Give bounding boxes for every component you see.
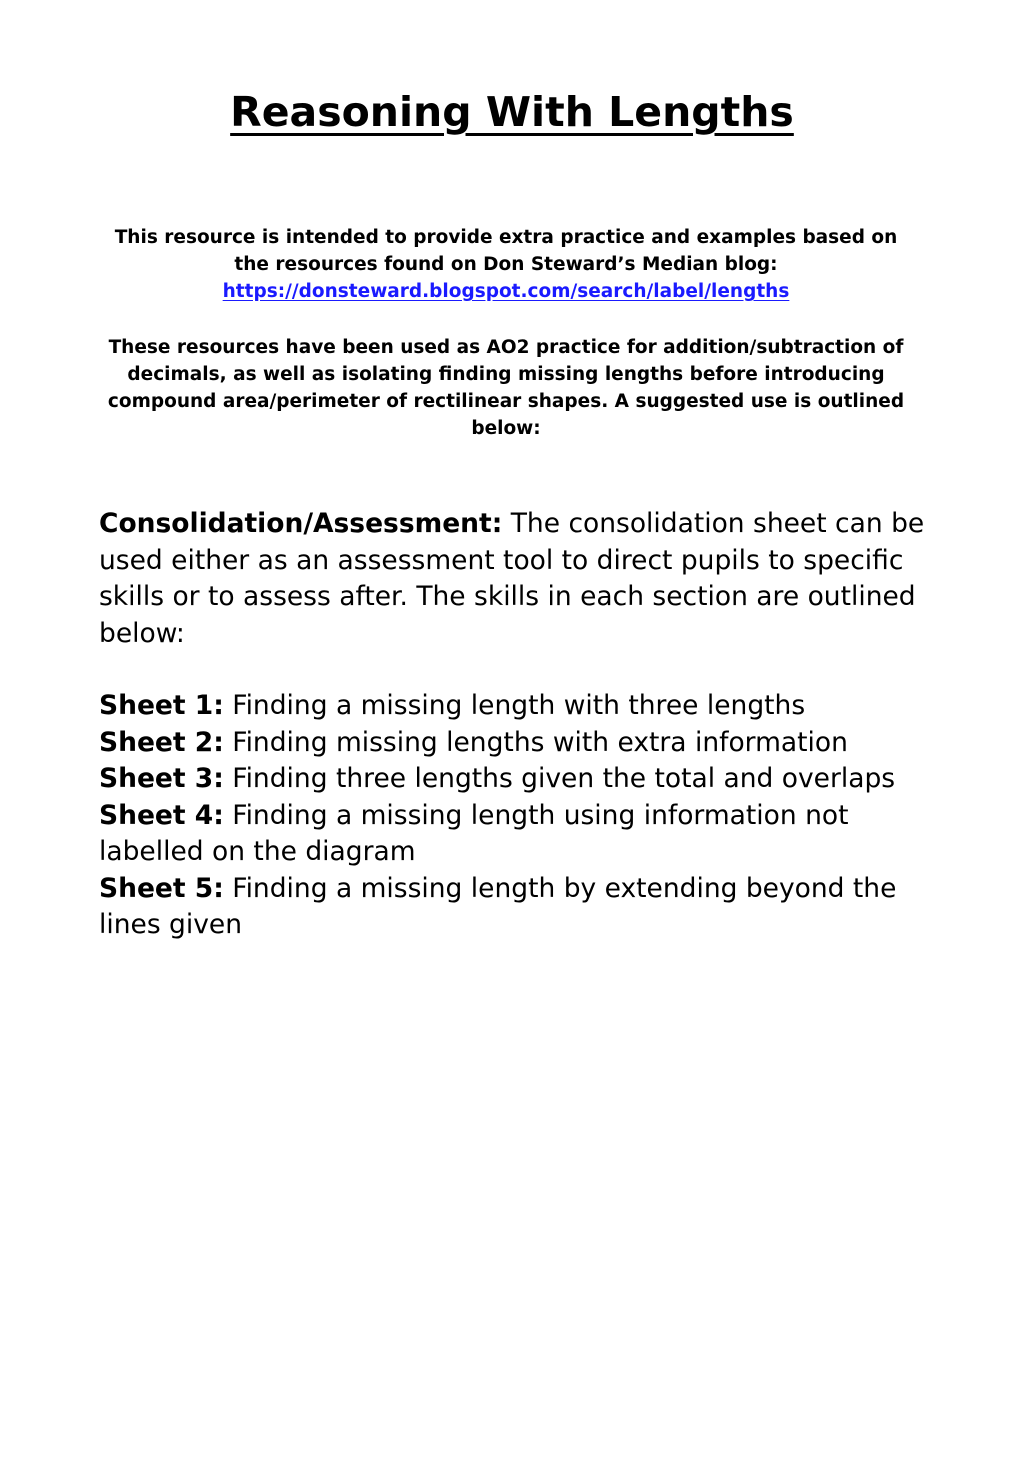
sheet-list — [99, 688, 929, 944]
consolidation-paragraph — [99, 506, 929, 652]
sheet-item-3 — [99, 761, 929, 798]
sheet-item-1 — [99, 688, 929, 725]
sheet-description: Finding a missing length using information not labelled on the diagram — [99, 799, 849, 867]
sheet-item-4 — [99, 798, 929, 871]
consolidation-label: Consolidation/Assessment: — [99, 508, 503, 539]
intro-text: This resource is intended to provide extra practice and examples based on the resources found on Don Steward’s Median blog: — [114, 227, 898, 275]
sheet-item-2 — [99, 725, 929, 762]
sheet-label: Sheet 4: — [99, 799, 224, 831]
sheet-description: Finding three lengths given the total and overlaps — [223, 763, 896, 794]
sheet-description: Finding missing lengths with extra information — [223, 726, 848, 758]
usage-paragraph: These resources have been used as AO2 practice for addition/subtraction of decimals, as well as isolating finding missing lengths before introducing compound area/perimeter of rectilinear shapes. A suggested use is outlined below: — [107, 337, 905, 439]
sheet-description: Finding a missing length with three lengths — [223, 690, 806, 721]
consolidation-text: The consolidation sheet can be used either as an assessment tool to direct pupils to specific skills or to assess after. The skills in each section are outlined below: — [99, 508, 925, 649]
sheet-label: Sheet 1: — [99, 690, 224, 721]
sheet-item-5 — [99, 871, 929, 944]
sheet-label: Sheet 2: — [99, 726, 224, 758]
sheet-label: Sheet 3: — [99, 763, 224, 794]
intro-paragraph — [100, 224, 912, 305]
sheet-description: Finding a missing length by extending beyond the lines given — [99, 872, 897, 940]
page-title: Reasoning With Lengths — [230, 88, 794, 136]
blog-link[interactable]: https://donsteward.blogspot.com/search/label/lengths — [222, 281, 790, 302]
sheet-label: Sheet 5: — [99, 872, 224, 904]
